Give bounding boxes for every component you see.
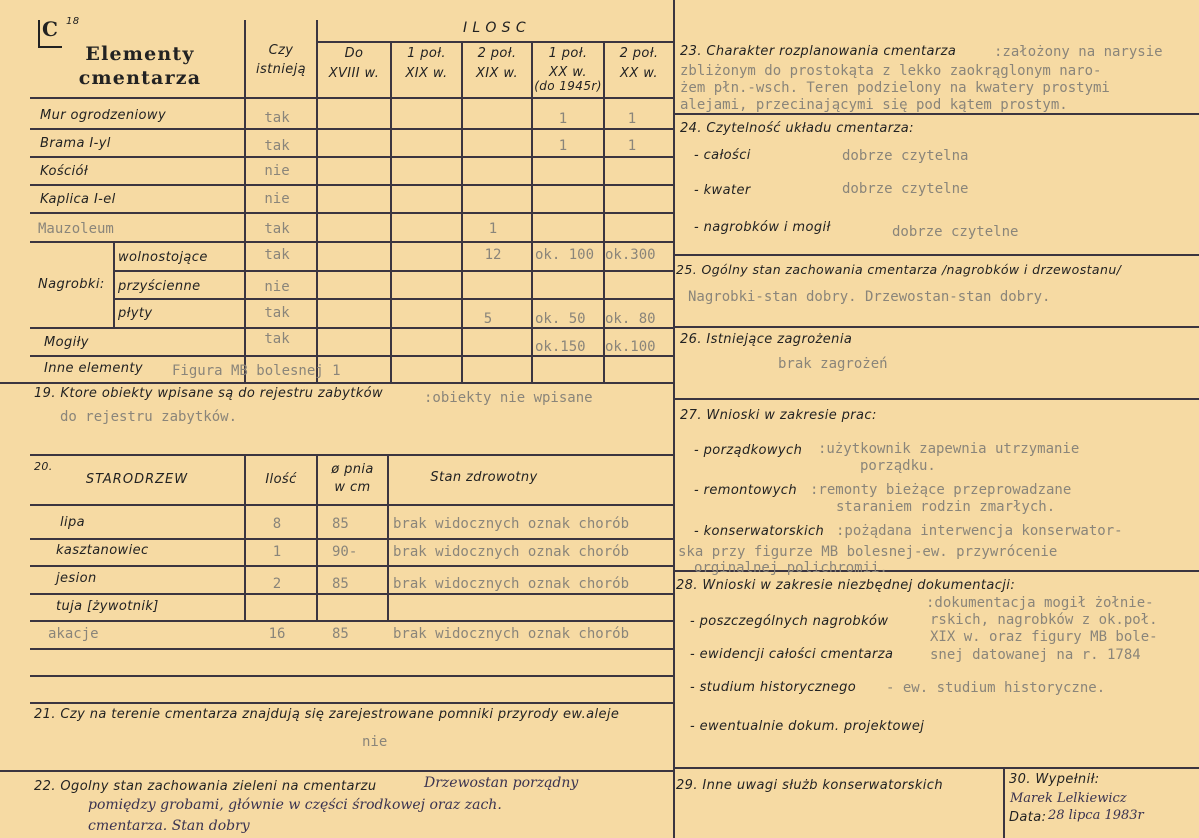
section-divider — [1003, 767, 1005, 838]
center-divider — [673, 0, 675, 838]
q28-label: 28. Wnioski w zakresie niezbędnej dokumentacji: — [676, 578, 1016, 593]
q28-item-label: - ewidencji całości cmentarza — [690, 647, 894, 662]
tree-count: 2 — [272, 576, 282, 592]
q19-answer: :obiekty nie wpisane — [424, 390, 593, 406]
tree-name: akacje — [48, 626, 99, 642]
tree-name: jesion — [56, 571, 97, 586]
tree-state: brak widocznych oznak chorób — [393, 544, 630, 560]
q24-item-label: - kwater — [694, 183, 751, 198]
q28-item-value: rskich, nagrobków z ok.poł. — [930, 612, 1158, 628]
q24-item-label: - nagrobków i mogił — [694, 220, 831, 235]
q21-answer: nie — [362, 734, 388, 750]
q27-item-label: - remontowych — [694, 483, 797, 498]
period-header: XX w. — [620, 66, 658, 81]
q28-item-value: snej datowanej na r. 1784 — [930, 647, 1141, 663]
section-line — [673, 767, 1199, 769]
filled-by-signature: Marek Lelkiewicz — [1010, 791, 1127, 806]
table-line — [30, 504, 673, 506]
table-line — [30, 565, 673, 567]
row-label: Mauzoleum — [38, 221, 114, 237]
table-line — [316, 41, 673, 43]
table-line — [30, 184, 673, 186]
q27-item-value: staraniem rodzin zmarłych. — [836, 499, 1056, 515]
tree-count: 1 — [272, 544, 282, 560]
table-divider — [316, 454, 318, 620]
tree-diameter: 85 — [332, 576, 349, 592]
table-line — [30, 128, 673, 130]
tree-diameter: 85 — [332, 516, 349, 532]
period-header: 1 poł. — [548, 46, 588, 61]
q23-answer: alejami, przecinającymi się pod kątem prostym. — [680, 97, 1068, 113]
card-code-sup: 18 — [66, 16, 80, 27]
exists-value: tak — [264, 247, 290, 263]
section-line — [673, 326, 1199, 328]
q22-handwriting: Drzewostan porządny — [424, 775, 579, 791]
q27-item-label: - porządkowych — [694, 443, 803, 458]
q28-item-value: - ew. studium historyczne. — [886, 680, 1106, 696]
table-line — [0, 382, 673, 384]
q28-item-label: - ewentualnie dokum. projektowej — [690, 719, 925, 734]
q27-item-value: ska przy figurze MB bolesnej-ew. przywrócenie — [678, 544, 1058, 560]
q23-answer: żem płn.-wsch. Teren podzielony na kwatery prostymi — [680, 80, 1110, 96]
other-elements-label: Inne elementy — [44, 361, 143, 376]
quantity-value: 1 — [627, 138, 637, 154]
trees-header: STARODRZEW — [85, 472, 189, 487]
period-header: XX w. — [549, 65, 587, 80]
table-line — [30, 212, 673, 214]
quantity-value: ok. 100 — [535, 247, 595, 263]
other-elements-value: Figura MB bolesnej 1 — [172, 363, 341, 379]
table-line — [30, 156, 673, 158]
section-line — [0, 770, 673, 772]
exists-value: tak — [264, 138, 290, 154]
q28-item-label: - studium historycznego — [690, 680, 857, 695]
section-line — [673, 113, 1199, 115]
card-code: C — [42, 17, 60, 41]
q19-answer: do rejestru zabytków. — [60, 409, 238, 425]
period-header: (do 1945r) — [534, 79, 602, 93]
table-line — [30, 454, 673, 456]
trees-number: 20. — [34, 460, 53, 473]
q25-label: 25. Ogólny stan zachowania cmentarza /nagrobków i drzewostanu/ — [676, 262, 1122, 277]
quantity-value: ok.300 — [605, 247, 656, 263]
period-header: XIX w. — [405, 66, 448, 81]
q26-label: 26. Istniejące zagrożenia — [680, 332, 853, 347]
q27-item-value: porządku. — [860, 458, 936, 474]
q22-label: 22. Ogolny stan zachowania zieleni na cmentarzu — [34, 779, 377, 794]
table-line — [30, 97, 673, 99]
quantity-value: 1 — [488, 221, 498, 237]
tree-state: brak widocznych oznak chorób — [393, 576, 630, 592]
row-label: Mogiły — [44, 335, 89, 350]
tree-name: kasztanowiec — [56, 543, 149, 558]
table-line — [30, 241, 673, 243]
tree-diameter: 90- — [332, 544, 358, 560]
exists-value: nie — [264, 191, 290, 207]
q27-label: 27. Wnioski w zakresie prac: — [680, 408, 877, 423]
table-line — [30, 702, 673, 704]
card-title-line1: Elementy — [85, 43, 195, 65]
tree-name: lipa — [60, 515, 86, 530]
period-header: XVIII w. — [328, 66, 380, 81]
table-line — [30, 593, 673, 595]
q24-item-value: dobrze czytelne — [892, 224, 1019, 240]
tree-count: 8 — [272, 516, 282, 532]
row-label: Brama I-yl — [40, 136, 111, 151]
q28-item-value: XIX w. oraz figury MB bole- — [930, 629, 1158, 645]
q29-label: 29. Inne uwagi służb konserwatorskich — [676, 778, 943, 793]
q23-label: 23. Charakter rozplanowania cmentarza — [680, 44, 957, 59]
q28-item-value: :dokumentacja mogił żołnie- — [926, 595, 1154, 611]
exists-header: istnieją — [255, 62, 307, 77]
q27-item-value: :remonty bieżące przeprowadzane — [810, 482, 1072, 498]
quantity-value: 1 — [558, 138, 568, 154]
period-header: Do — [344, 46, 364, 61]
q28-item-label: - poszczególnych nagrobków — [690, 614, 889, 629]
quantity-value: ok. 50 — [535, 311, 586, 327]
exists-value: tak — [264, 221, 290, 237]
card-title-line2: cmentarza — [78, 67, 202, 89]
quantity-header: I L O S C — [462, 20, 526, 36]
period-header: XIX w. — [475, 66, 519, 81]
row-label: płyty — [118, 306, 153, 321]
tree-state: brak widocznych oznak chorób — [393, 516, 630, 532]
quantity-value: 12 — [484, 247, 502, 263]
row-label: Kościół — [40, 164, 89, 179]
section-line — [673, 254, 1199, 256]
exists-value: tak — [264, 110, 290, 126]
exists-header: Czy — [268, 43, 294, 58]
q21-label: 21. Czy na terenie cmentarza znajdują się zarejestrowane pomniki przyrody ew.aleje — [34, 707, 620, 722]
quantity-value: 5 — [483, 311, 493, 327]
period-header: 2 poł. — [619, 46, 659, 61]
row-label: wolnostojące — [118, 250, 208, 265]
date-value: 28 lipca 1983r — [1048, 808, 1144, 823]
table-line — [30, 675, 673, 677]
table-divider — [113, 242, 115, 328]
table-line — [30, 538, 673, 540]
exists-value: nie — [264, 163, 290, 179]
q22-handwriting: cmentarza. Stan dobry — [88, 818, 250, 834]
tree-diameter: 85 — [332, 626, 349, 642]
trees-header: Stan zdrowotny — [430, 470, 538, 485]
trees-header: w cm — [334, 480, 371, 495]
q27-item-value: :użytkownik zapewnia utrzymanie — [818, 441, 1080, 457]
exists-value: nie — [264, 279, 290, 295]
q25-answer: Nagrobki-stan dobry. Drzewostan-stan dobry. — [688, 289, 1051, 305]
quantity-value: 1 — [627, 111, 637, 127]
q24-item-value: dobrze czytelne — [842, 181, 969, 197]
quantity-value: 1 — [558, 111, 568, 127]
row-label: Kaplica I-el — [40, 192, 116, 207]
period-header: 1 poł. — [407, 46, 446, 61]
quantity-value: ok.150 — [535, 339, 586, 355]
table-line — [30, 327, 673, 329]
q24-label: 24. Czytelność układu cmentarza: — [680, 121, 914, 136]
tree-count: 16 — [268, 626, 286, 642]
trees-header: ø pnia — [331, 462, 374, 477]
q24-item-value: dobrze czytelna — [842, 148, 969, 164]
table-line — [113, 270, 673, 272]
tree-state: brak widocznych oznak chorób — [393, 626, 630, 642]
quantity-value: ok. 80 — [605, 311, 656, 327]
period-header: 2 poł. — [477, 46, 517, 61]
q27-item-label: - konserwatorskich — [694, 524, 825, 539]
exists-value: tak — [264, 331, 290, 347]
table-line — [113, 298, 673, 300]
table-line — [30, 648, 673, 650]
q24-item-label: - całości — [694, 148, 751, 163]
row-label: Mur ogrodzeniowy — [40, 108, 167, 123]
tree-name: tuja [żywotnik] — [56, 599, 159, 614]
exists-value: tak — [264, 305, 290, 321]
date-label: Data: — [1009, 810, 1047, 825]
q27-item-value: :pożądana interwencja konserwator- — [836, 523, 1123, 539]
q26-answer: brak zagrożeń — [778, 356, 888, 372]
q22-handwriting: pomiędzy grobami, głównie w części środkowej oraz zach. — [88, 797, 502, 813]
quantity-value: ok.100 — [605, 339, 656, 355]
q23-answer: zbliżonym do prostokąta z lekko zaokrąglonym naro- — [680, 63, 1102, 79]
q27-item-value: orginalnej polichromii. — [694, 560, 888, 576]
q23-answer: :założony na narysie — [994, 44, 1163, 60]
q19-label: 19. Ktore obiekty wpisane są do rejestru zabytków — [34, 386, 384, 401]
table-line — [30, 620, 673, 622]
nagrobki-label: Nagrobki: — [38, 277, 105, 292]
trees-header: Ilość — [265, 472, 297, 487]
table-line — [30, 355, 673, 357]
q30-label: 30. Wypełnił: — [1009, 772, 1100, 787]
row-label: przyścienne — [118, 279, 201, 294]
section-line — [673, 398, 1199, 400]
